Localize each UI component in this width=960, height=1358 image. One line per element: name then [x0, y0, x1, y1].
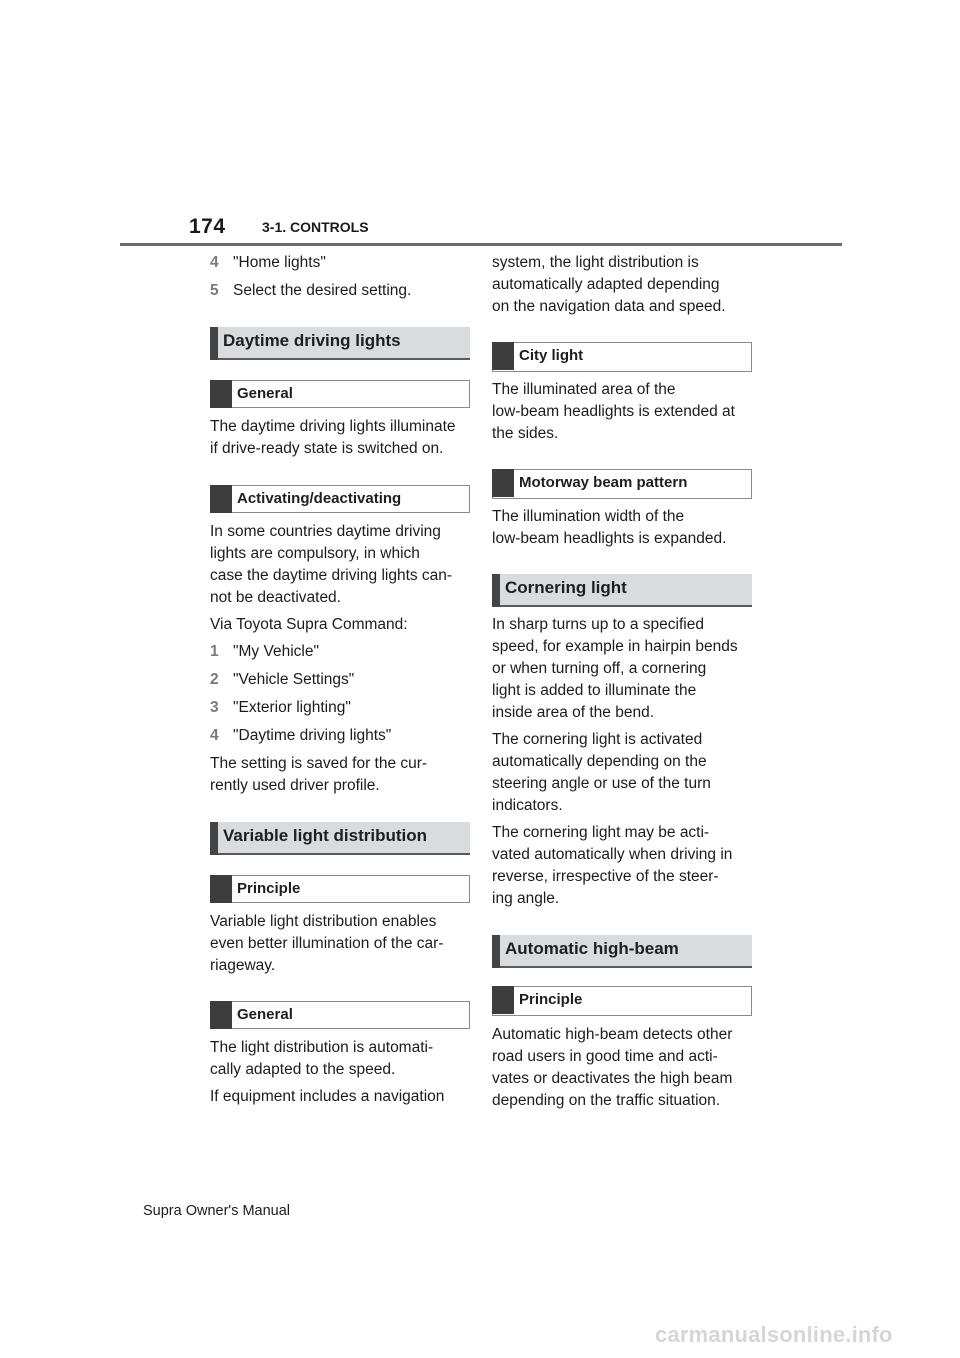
- heading-daytime-driving-lights: Daytime driving lights: [210, 327, 470, 360]
- subheading-city-light: City light: [492, 342, 752, 372]
- paragraph: In sharp turns up to a specified speed, for example in hairpin bends or when turning off, a cornering light is added to illuminate the inside area of the bend.: [492, 616, 738, 721]
- page-number: 174: [189, 215, 226, 238]
- paragraph: The light distribution is automati- cally adapted to the speed.: [210, 1039, 434, 1078]
- paragraph: The cornering light is activated automatically depending on the steering angle or use of the turn indicators.: [492, 731, 711, 814]
- footer-manual-title: Supra Owner's Manual: [143, 1203, 291, 1219]
- paragraph: Automatic high-beam detects other road users in good time and acti- vates or deactivates the high beam depending on the traffic situation.: [492, 1026, 733, 1109]
- step-item: 4 "Daytime driving lights": [210, 727, 392, 744]
- header-rule: [120, 243, 842, 246]
- right-column: [492, 252, 752, 1117]
- left-column: [210, 252, 470, 1113]
- subheading-general: General: [210, 1001, 470, 1029]
- paragraph: system, the light distribution is automatically adapted depending on the navigation data and speed.: [492, 254, 726, 315]
- subheading-general: General: [210, 380, 470, 408]
- subheading-principle: Principle: [492, 986, 752, 1016]
- step-item: 5 Select the desired setting.: [210, 282, 412, 299]
- paragraph: The illuminated area of the low-beam headlights is extended at the sides.: [492, 381, 735, 442]
- paragraph: In some countries daytime driving lights are compulsory, in which case the daytime driving lights can- not be deactivated.: [210, 523, 453, 606]
- paragraph: Variable light distribution enables even better illumination of the car- riageway.: [210, 913, 444, 974]
- step-item: 4 "Home lights": [210, 254, 326, 271]
- section-label: 3-1. CONTROLS: [262, 219, 369, 235]
- heading-automatic-high-beam: Automatic high-beam: [492, 935, 752, 968]
- step-item: 2 "Vehicle Settings": [210, 671, 355, 688]
- page-header: [0, 0, 960, 250]
- paragraph: The setting is saved for the cur- rently used driver profile.: [210, 755, 428, 794]
- step-item: 1 "My Vehicle": [210, 643, 319, 660]
- paragraph: The daytime driving lights illuminate if drive-ready state is switched on.: [210, 418, 456, 457]
- paragraph: The illumination width of the low-beam headlights is expanded.: [492, 508, 727, 547]
- subheading-activating-deactivating: Activating/deactivating: [210, 485, 470, 513]
- subheading-motorway-beam-pattern: Motorway beam pattern: [492, 469, 752, 499]
- step-item: 3 "Exterior lighting": [210, 699, 351, 716]
- heading-variable-light-distribution: Variable light distribution: [210, 822, 470, 855]
- paragraph: The cornering light may be acti- vated automatically when driving in reverse, irrespective of the steer- ing angle.: [492, 824, 733, 907]
- heading-cornering-light: Cornering light: [492, 574, 752, 607]
- watermark: carmanualsonline.info: [655, 1322, 893, 1347]
- paragraph: Via Toyota Supra Command:: [210, 616, 408, 633]
- paragraph: If equipment includes a navigation: [210, 1088, 445, 1105]
- subheading-principle: Principle: [210, 875, 470, 903]
